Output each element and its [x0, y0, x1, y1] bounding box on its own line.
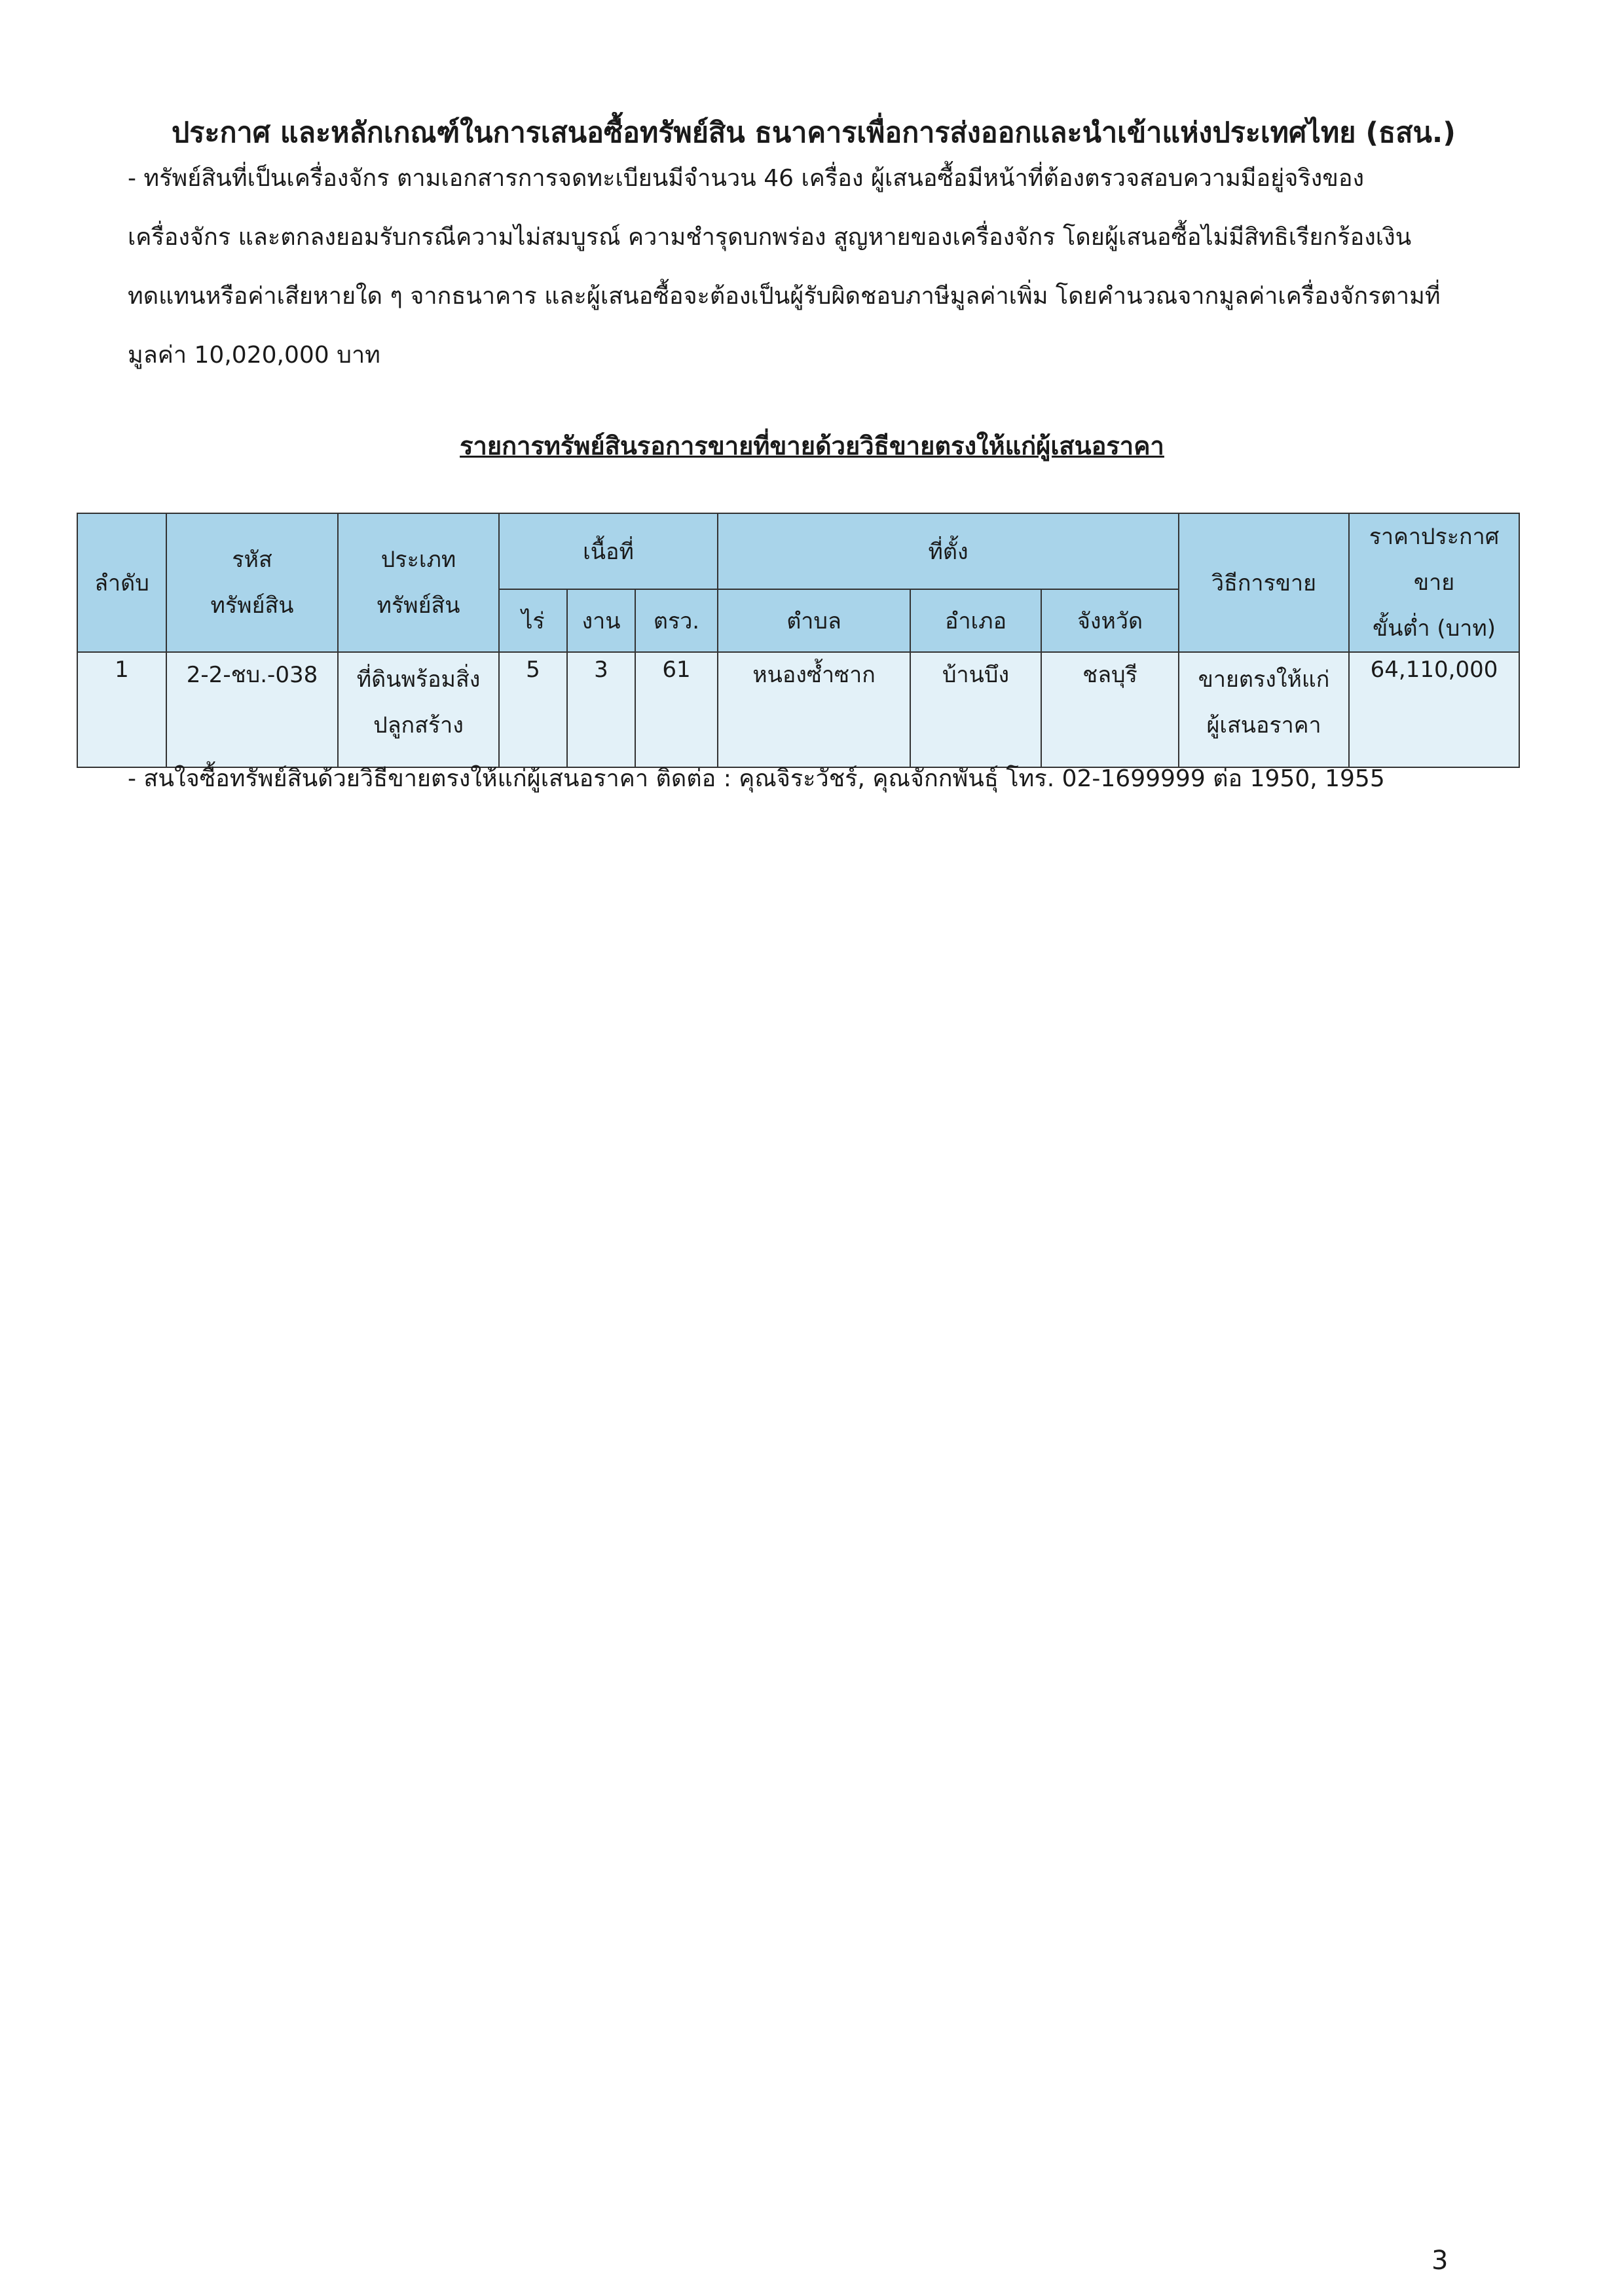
- header-area: เนื้อที่: [499, 513, 718, 589]
- cell-code: 2-2-ชบ.-038: [166, 652, 338, 767]
- header-code-line1: รหัส: [232, 547, 272, 573]
- cell-ngan: 3: [567, 652, 635, 767]
- cell-type-line1: ที่ดินพร้อมสิ่ง: [356, 666, 481, 693]
- cell-method-line1: ขายตรงให้แก่: [1198, 666, 1330, 693]
- page-title: ประกาศ และหลักเกณฑ์ในการเสนอซื้อทรัพย์สิน ธนาคารเพื่อการส่งออกและนำเข้าแห่งประเทศไทย (ธสน.): [172, 117, 1456, 149]
- header-price: [1349, 513, 1519, 652]
- header-type-line2: ทรัพย์สิน: [377, 592, 460, 619]
- header-area-ngan: งาน: [567, 589, 635, 652]
- header-type: [338, 513, 499, 652]
- cell-no: 1: [77, 652, 166, 767]
- header-location: ที่ตั้ง: [718, 513, 1179, 589]
- cell-rai: 5: [499, 652, 567, 767]
- cell-type: [338, 652, 499, 767]
- paragraph-line: เครื่องจักร และตกลงยอมรับกรณีความไม่สมบูรณ์ ความชำรุดบกพร่อง สูญหายของเครื่องจักร โดยผู้เสนอซื้อไม่มีสิทธิเรียกร้องเงิน: [128, 224, 1412, 251]
- cell-method-line2: ผู้เสนอราคา: [1206, 712, 1321, 738]
- header-type-line1: ประเภท: [380, 547, 456, 573]
- cell-subdistrict: หนองซ้ำซาก: [718, 652, 910, 767]
- cell-price: 64,110,000: [1349, 652, 1519, 767]
- header-method: วิธีการขาย: [1179, 513, 1349, 652]
- header-code-line2: ทรัพย์สิน: [210, 592, 294, 619]
- header-price-line2: ขั้นต่ำ (บาท): [1372, 615, 1496, 642]
- header-district: อำเภอ: [910, 589, 1041, 652]
- header-no: ลำดับ: [77, 513, 166, 652]
- asset-table: [77, 513, 1520, 768]
- cell-method: [1179, 652, 1349, 767]
- cell-district: บ้านบึง: [910, 652, 1041, 767]
- cell-province: ชลบุรี: [1041, 652, 1179, 767]
- page-number: 3: [1431, 2246, 1449, 2276]
- terms-paragraph: [128, 149, 1522, 385]
- cell-sqwa: 61: [635, 652, 718, 767]
- section-heading: รายการทรัพย์สินรอการขายที่ขายด้วยวิธีขายตรงให้แก่ผู้เสนอราคา: [460, 431, 1164, 460]
- paragraph-line: - ทรัพย์สินที่เป็นเครื่องจักร ตามเอกสารการจดทะเบียนมีจำนวน 46 เครื่อง ผู้เสนอซื้อมีหน้าที่ต้องตรวจสอบความมีอยู่จริงของ: [128, 165, 1365, 192]
- header-subdistrict: ตำบล: [718, 589, 910, 652]
- contact-note: - สนใจซื้อทรัพย์สินด้วยวิธีขายตรงให้แก่ผู้เสนอราคา ติดต่อ : คุณจิระวัชร์, คุณจักกพันธุ์ โทร. 02-1699999 ต่อ 1950, 1955: [128, 765, 1385, 792]
- table-row: [77, 652, 1519, 767]
- paragraph-line: ทดแทนหรือค่าเสียหายใด ๆ จากธนาคาร และผู้เสนอซื้อจะต้องเป็นผู้รับผิดชอบภาษีมูลค่าเพิ่ม โดยคำนวณจากมูลค่าเครื่องจักรตามที่: [128, 283, 1441, 310]
- header-province: จังหวัด: [1041, 589, 1179, 652]
- header-code: [166, 513, 338, 652]
- paragraph-line: มูลค่า 10,020,000 บาท: [128, 342, 380, 369]
- header-price-line1: ราคาประกาศขาย: [1369, 524, 1500, 596]
- header-area-rai: ไร่: [499, 589, 567, 652]
- header-area-sqwa: ตรว.: [635, 589, 718, 652]
- cell-type-line2: ปลูกสร้าง: [373, 712, 464, 738]
